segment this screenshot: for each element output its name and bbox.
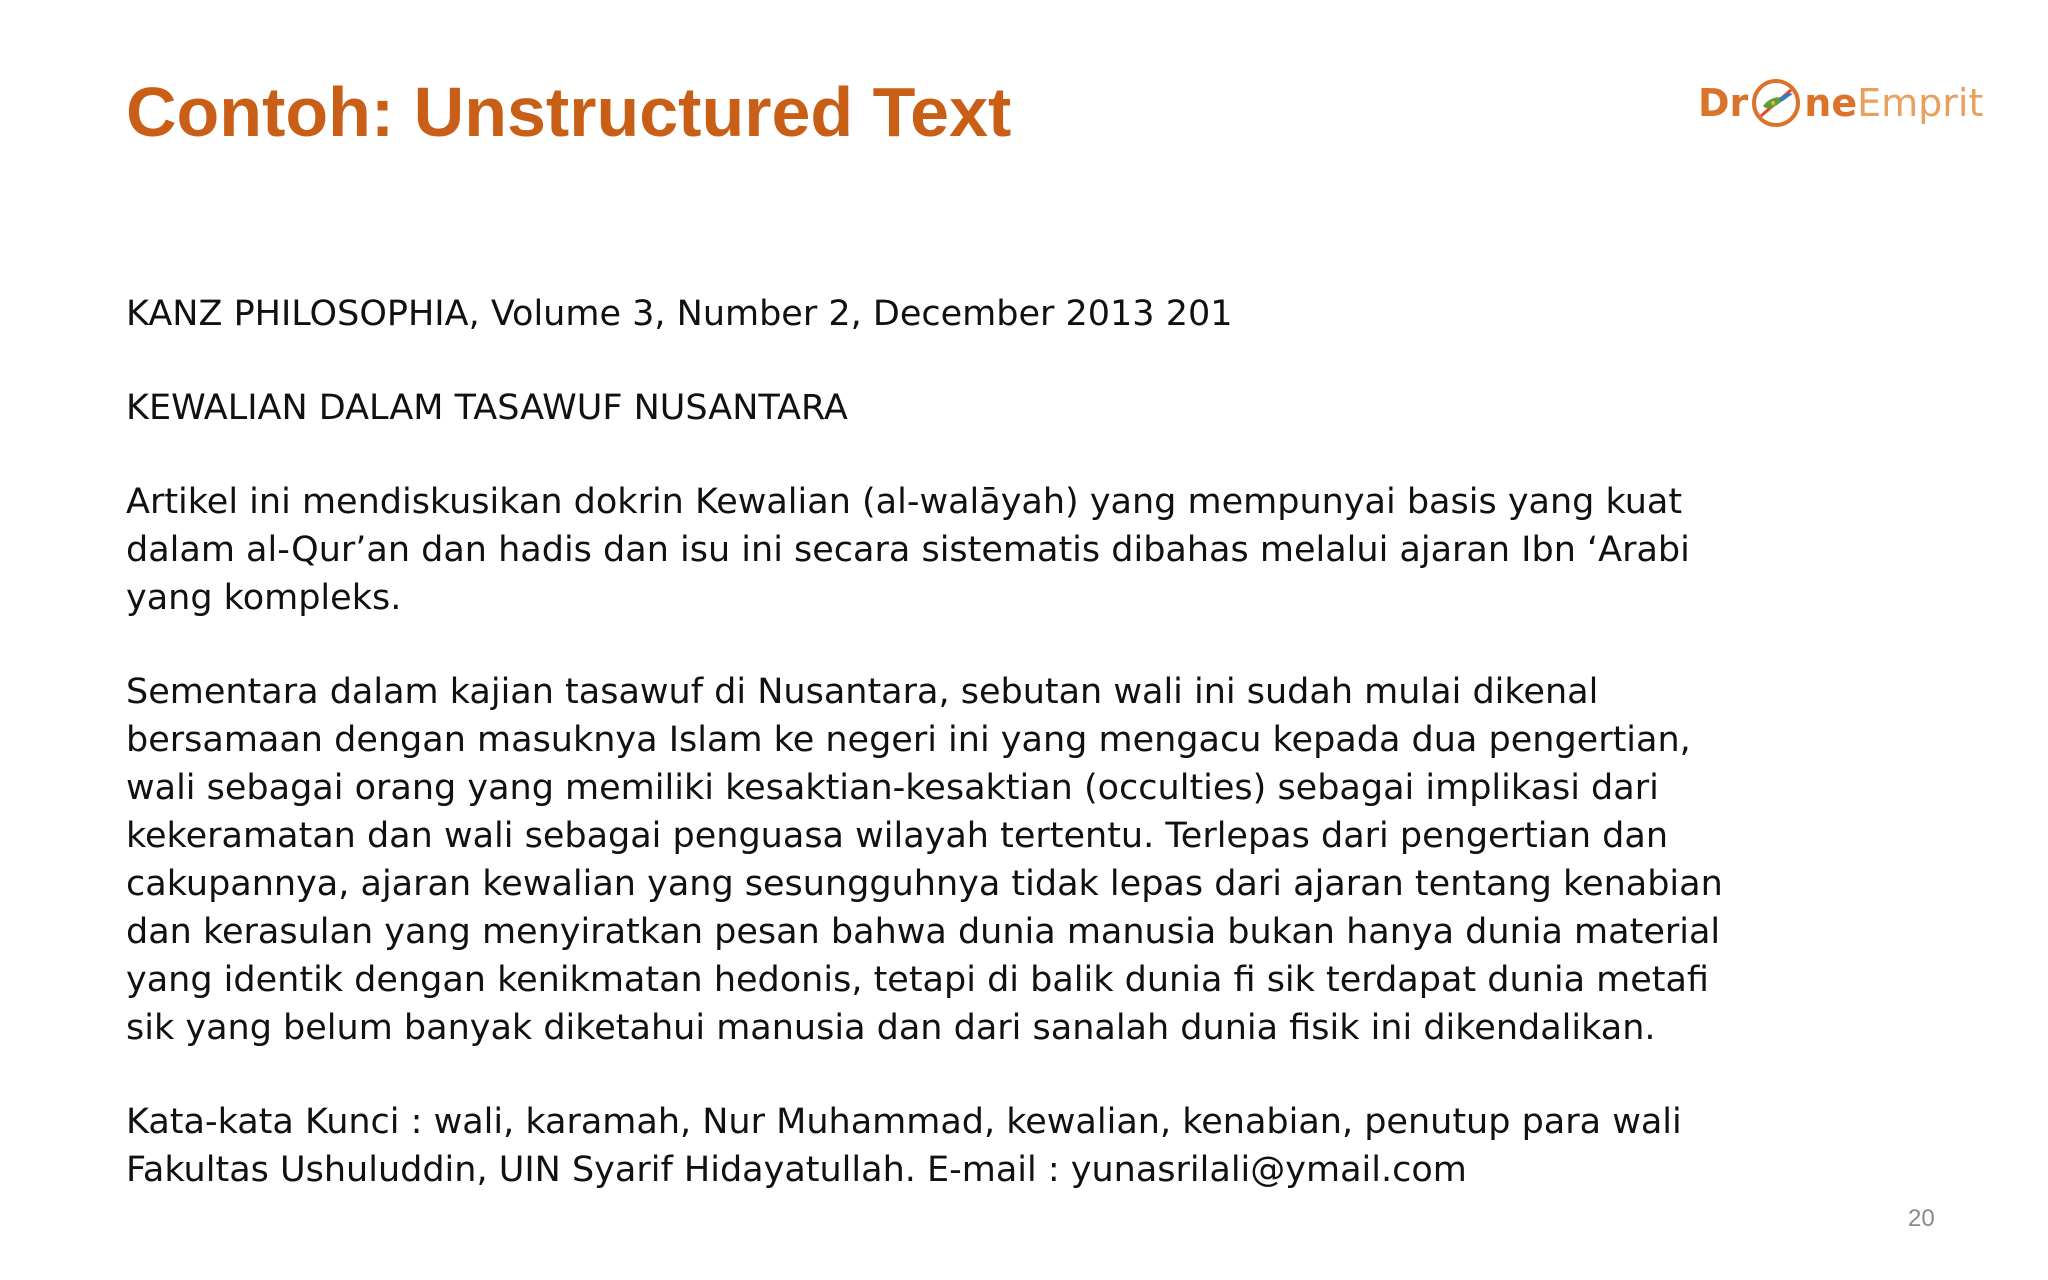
text-line: dalam al-Qur’an dan hadis dan isu ini secara sistematis dibahas melalui ajaran Ibn ‘Arabi [126,530,1690,570]
text-line: bersamaan dengan masuknya Islam ke negeri ini yang mengacu kepada dua pengertian, [126,720,1691,760]
text-line: yang identik dengan kenikmatan hedonis, tetapi di balik dunia fi sik terdapat dunia metafi [126,960,1709,1000]
page-number: 20 [1908,1205,1935,1232]
affiliation-line: Fakultas Ushuluddin, UIN Syarif Hidayatullah. E-mail : yunasrilali@ymail.com [126,1150,1467,1190]
keywords-line: Kata-kata Kunci : wali, karamah, Nur Muhammad, kewalian, kenabian, penutup para wali [126,1102,1682,1142]
text-line: dan kerasulan yang menyiratkan pesan bahwa dunia manusia bukan hanya dunia material [126,912,1721,952]
logo-text-suffix: Emprit [1857,81,1984,125]
text-line: Sementara dalam kajian tasawuf di Nusantara, sebutan wali ini sudah mulai dikenal [126,672,1599,712]
logo-text-middle: ne [1804,81,1858,125]
bird-in-circle-icon [1749,76,1803,130]
slide-title: Contoh: Unstructured Text [126,73,1012,151]
text-line: sik yang belum banyak diketahui manusia dan dari sanalah dunia fisik ini dikendalikan. [126,1008,1656,1048]
text-line: yang kompleks. [126,578,402,618]
drone-emprit-logo [1698,62,1983,144]
abstract-paragraph-1 [126,478,1766,622]
text-line: Artikel ini mendiskusikan dokrin Kewalian (al-walāyah) yang mempunyai basis yang kuat [126,482,1683,522]
text-line: kekeramatan dan wali sebagai penguasa wilayah tertentu. Terlepas dari pengertian dan [126,816,1669,856]
abstract-paragraph-2 [126,668,1766,1052]
article-text [126,290,1766,1194]
article-heading: KEWALIAN DALAM TASAWUF NUSANTARA [126,388,848,428]
text-line: wali sebagai orang yang memiliki kesaktian-kesaktian (occulties) sebagai implikasi dari [126,768,1659,808]
logo-text-prefix: Dr [1698,81,1749,125]
keywords-and-affiliation [126,1098,1766,1194]
text-line: cakupannya, ajaran kewalian yang sesungguhnya tidak lepas dari ajaran tentang kenabian [126,864,1723,904]
citation-line: KANZ PHILOSOPHIA, Volume 3, Number 2, December 2013 201 [126,294,1233,334]
